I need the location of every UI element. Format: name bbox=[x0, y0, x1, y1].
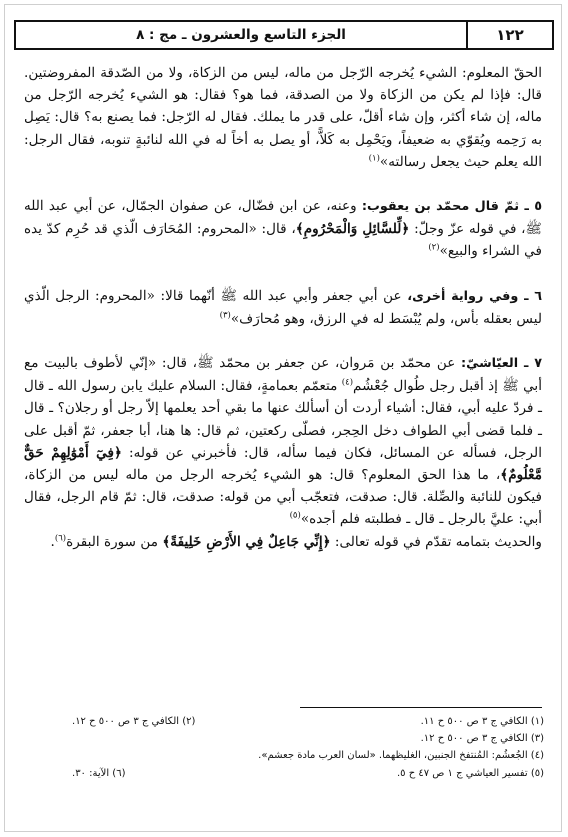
paragraph-4-text-a: عن محمّد بن مَروان، عن جعفر بن محمّد ﷺ، قال: «إنّي لأطوف بالبيت مع أبي ﷺ إذ أقبل رجل طُوال جُعْشُم bbox=[24, 355, 542, 395]
quran-verse: ﴿لِّلسَّائِلِ وَالْمَحْرُومِ﴾ bbox=[295, 221, 410, 238]
paragraph-1 bbox=[24, 62, 542, 173]
footnote-row bbox=[24, 765, 544, 782]
footnote-row bbox=[24, 747, 544, 764]
footnotes bbox=[24, 713, 544, 782]
paragraph-3 bbox=[24, 285, 542, 330]
paragraph-1-text: الحقّ المعلوم: الشيء يُخرجه الرّجل من ماله، ليس من الزكاة، ولا من الصّدقة المفروضتين. قال: فإذا لم يكن من الزكاة ولا من الصدقة، فما هو؟ فقال: هو الشيء يُخرجه الرّجل من ماله، إن شاء أكثر، وإن شاء أقلّ، على قدر ما يملك. فقال له الرّجل: فما يصنع به؟ قال: يَصِل به رَحِمه ويُقوّي به ضعيفاً، ويَحْمِل به كَلاًّ، أو يصل به أخاً له في الله لنائبةٍ تنوبه، فقال الرجل: الله يعلم حيث يجعل رسالته» bbox=[24, 65, 542, 170]
paragraph-5 bbox=[24, 531, 542, 553]
footnote-row bbox=[24, 730, 544, 747]
paragraph-5-text-a: والحديث بتمامه تقدّم في قوله تعالى: bbox=[330, 533, 542, 550]
quran-verse: ﴿فِيٓ أَمْوَٰلِهِمْ حَقٌّ مَّعْلُومٌ﴾ bbox=[24, 444, 542, 484]
paragraph-4-text-b: متعمّم بعمامةٍ، فقال: السلام عليك يابن رسول الله ـ قال ـ فردّ عليه أبي، فقال: أشياء أردت أن أسألك عنها ما بقي أحد يعلمها إلاّ رجل أو رجلان؟ ـ قال ـ فلما قضى أبي الطواف دخل الحِجر، فصلّى ركعتين، ثم قال: ها هنا، أبا جعفر، ثمّ أقبل على الرجل، فسأله عن المسائل، فكان فيما سأله، قال: فأخبرني عن قوله: bbox=[24, 378, 542, 461]
paragraph-5-end: . bbox=[50, 533, 55, 550]
paragraph-4 bbox=[24, 352, 542, 531]
paragraph-2 bbox=[24, 195, 542, 263]
footnote-ref-5[interactable]: (٥) bbox=[289, 510, 301, 521]
footnote-row bbox=[24, 713, 544, 730]
footnote-1: (١) الكافي ج ٣ ص ٥٠٠ ح ١١. bbox=[420, 716, 544, 727]
footnote-ref-2[interactable]: (٢) bbox=[428, 242, 440, 253]
paragraph-4-text-c: ، ما هذا الحق المعلوم؟ قال: هو الشيء يُخرجه الرجل من ماله ليس من الزكاة، فيكون للنائبة والصِّلة. قال: صدقت، فتعجّب أبي من قوله: صدقت، قال: ثمّ قام الرجل، فقال أبي: عليَّ بالرجل ـ قال ـ فطلبته فلم أجده» bbox=[24, 467, 542, 528]
footnote-6: (٦) الآية: ٣٠. bbox=[72, 767, 126, 779]
hadith-6-heading: ٦ ـ وفي رواية أخرى، bbox=[407, 288, 542, 304]
paragraph-3-text: عن أبي جعفر وأبي عبد الله ﷺ أنّهما قالا: «المحروم: الرجل الّذي ليس بعقله بأس، ولم يُبْسَط له في الرزق، وهو مُحارَف» bbox=[24, 287, 542, 327]
hadith-5-heading: ٥ ـ ثمّ قال محمّد بن يعقوب: bbox=[361, 199, 542, 215]
running-header bbox=[14, 20, 554, 50]
footnote-2: (٢) الكافي ج ٣ ص ٥٠٠ ح ١٢. bbox=[72, 716, 196, 727]
footnote-3: (٣) الكافي ج ٣ ص ٥٠٠ ح ١٢. bbox=[420, 733, 544, 745]
running-title: الجزء التاسع والعشرون ـ مج : ٨ bbox=[136, 27, 346, 43]
body-text bbox=[24, 62, 542, 553]
hadith-7-heading: ٧ ـ العيّاشيّ: bbox=[461, 356, 542, 372]
footnote-ref-1[interactable]: (١) bbox=[368, 153, 380, 164]
footnote-5: (٥) تفسير العياشي ج ١ ص ٤٧ ح ٥. bbox=[396, 767, 544, 779]
page-number: ١٢٢ bbox=[466, 22, 552, 48]
footnote-ref-6[interactable]: (٦) bbox=[54, 533, 67, 544]
footnote-4: (٤) الجُعشُم: المُنتفخ الجنبين، الغليظهما. «لسان العرب مادة جعشم». bbox=[258, 750, 544, 762]
footnote-divider bbox=[300, 707, 542, 708]
paragraph-2-text-a: وعنه، عن ابن فضّال، عن صفوان الجمّال، عن أبي عبد الله ﷺ، في قوله عزّ وجلّ: bbox=[24, 198, 542, 238]
footnote-ref-3[interactable]: (٣) bbox=[219, 310, 231, 321]
footnote-ref-4[interactable]: (٤) bbox=[341, 377, 354, 388]
paragraph-5-text-b: من سورة البقرة bbox=[66, 533, 163, 550]
quran-verse: ﴿إِنِّي جَاعِلٌ فِي الأَرْضِ خَلِيفَةً﴾ bbox=[162, 533, 331, 550]
paragraph-2-text-b: ، قال: «المحروم: المُحَارَف الّذي قد حُرِم كدّ يده في الشراء والبيع» bbox=[24, 221, 542, 260]
